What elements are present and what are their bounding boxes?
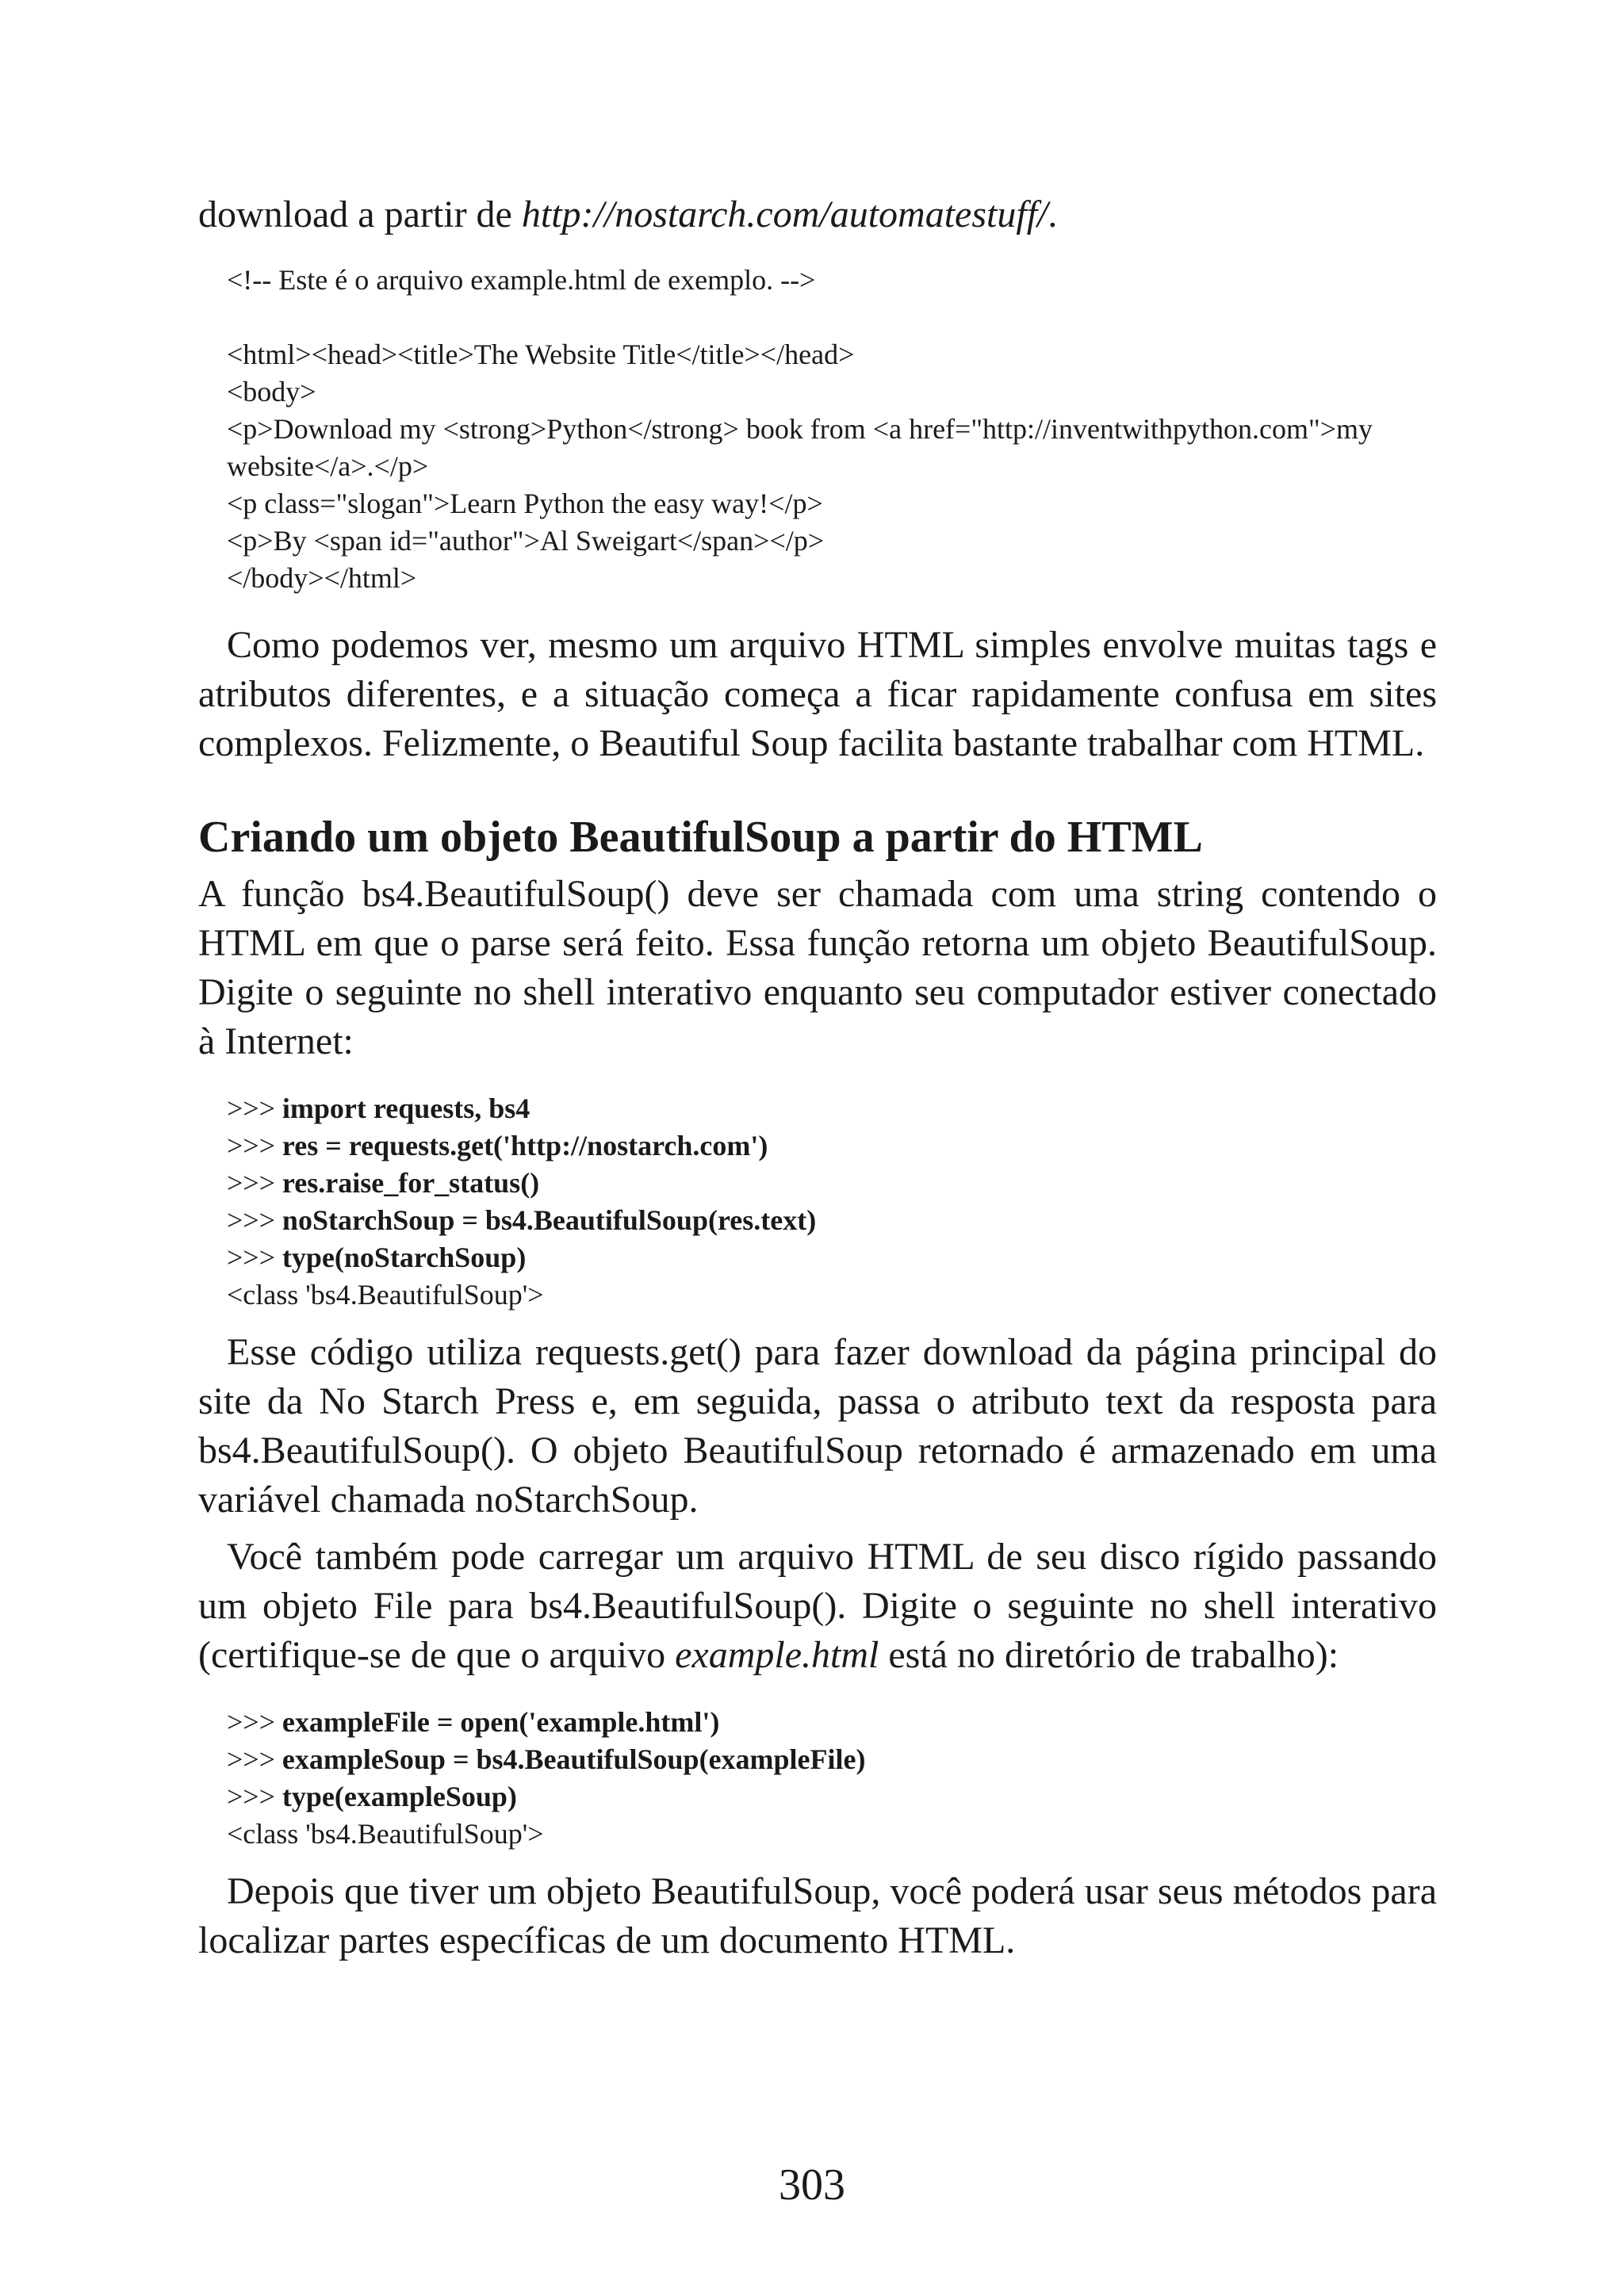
code-output: <class 'bs4.BeautifulSoup'> (227, 1279, 544, 1311)
code-line: <!-- Este é o arquivo example.html de exemplo. --> (227, 264, 816, 296)
code-line (227, 1202, 1437, 1239)
code-line (227, 1239, 1437, 1276)
command: type(exampleSoup) (282, 1781, 517, 1812)
command: noStarchSoup = bs4.BeautifulSoup(res.text) (282, 1204, 817, 1236)
code-line: <body> (227, 376, 316, 408)
prompt: >>> (227, 1706, 282, 1738)
code-line (227, 1704, 1437, 1741)
code-line: </body></html> (227, 562, 417, 594)
code-line: <p class="slogan">Learn Python the easy way!</p> (227, 488, 823, 519)
paragraph-1: Como podemos ver, mesmo um arquivo HTML simples envolve muitas tags e atributos diferentes, e a situação começa a ficar rapidamente confusa em sites complexos. Felizmente, o Beautiful Soup facilita bastante trabalhar com HTML. (198, 624, 1437, 764)
filename: example.html (675, 1634, 879, 1676)
code-output: <class 'bs4.BeautifulSoup'> (227, 1818, 544, 1850)
prompt: >>> (227, 1781, 282, 1812)
code-line: <p>By <span id="author">Al Sweigart</span></p> (227, 525, 825, 557)
prompt: >>> (227, 1093, 282, 1124)
code-line: <p>Download my <strong>Python</strong> book from <a href="http://inventwithpython.com">my website</a>.</p> (227, 413, 1381, 482)
code-line (227, 1741, 1437, 1778)
intro-text: download a partir de (198, 193, 522, 235)
paragraph-4 (198, 1533, 1437, 1680)
example-html-code (227, 262, 1437, 597)
page-content (198, 190, 1437, 1965)
prompt: >>> (227, 1204, 282, 1236)
code-block-requests (227, 1090, 1437, 1314)
code-line: <html><head><title>The Website Title</title></head> (227, 339, 855, 370)
command: exampleSoup = bs4.BeautifulSoup(exampleFile) (282, 1743, 866, 1775)
command: exampleFile = open('example.html') (282, 1706, 720, 1738)
paragraph-3: Esse código utiliza requests.get() para fazer download da página principal do site da No Starch Press e, em seguida, passa o atributo text da resposta para bs4.BeautifulSoup(). O objeto BeautifulSoup retornado é armazenado em uma variável chamada noStarchSoup. (198, 1331, 1437, 1521)
prompt: >>> (227, 1167, 282, 1199)
command: res = requests.get('http://nostarch.com') (282, 1130, 768, 1161)
command: res.raise_for_status() (282, 1167, 540, 1199)
intro-line (198, 190, 1437, 239)
page-number: 303 (779, 2160, 845, 2210)
intro-period: . (1048, 193, 1058, 235)
code-line (227, 1090, 1437, 1127)
command: import requests, bs4 (282, 1093, 530, 1124)
intro-url: http://nostarch.com/automatestuff/ (521, 193, 1048, 235)
code-line (227, 1127, 1437, 1165)
paragraph-2: A função bs4.BeautifulSoup() deve ser chamada com uma string contendo o HTML em que o parse será feito. Essa função retorna um objeto BeautifulSoup. Digite o seguinte no shell interativo enquanto seu computador estiver conectado à Internet: (198, 873, 1437, 1062)
command: type(noStarchSoup) (282, 1242, 527, 1273)
code-line (227, 1165, 1437, 1202)
paragraph-4-text-end: está no diretório de trabalho): (879, 1634, 1339, 1676)
prompt: >>> (227, 1242, 282, 1273)
prompt: >>> (227, 1743, 282, 1775)
code-line (227, 1778, 1437, 1816)
code-line-blank (227, 299, 1437, 336)
prompt: >>> (227, 1130, 282, 1161)
paragraph-5: Depois que tiver um objeto BeautifulSoup, você poderá usar seus métodos para localizar partes específicas de um documento HTML. (198, 1870, 1437, 1961)
paragraph-4-text: Você também pode carregar um arquivo HTML de seu disco rígido passando um objeto File para bs4.BeautifulSoup(). Digite o seguinte no shell interativo (certifique-se de que o arquivo (198, 1536, 1437, 1676)
section-heading: Criando um objeto BeautifulSoup a partir do HTML (198, 813, 1203, 862)
code-block-file (227, 1704, 1437, 1853)
